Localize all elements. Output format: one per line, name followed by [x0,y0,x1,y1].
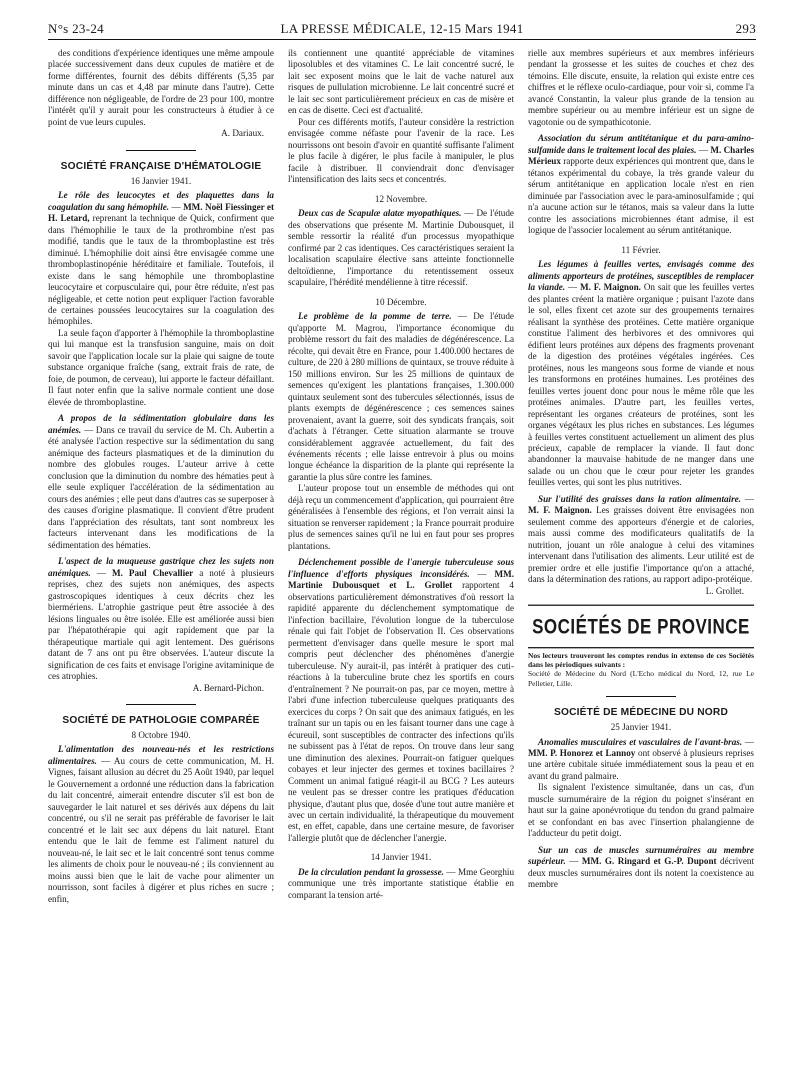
society-title: SOCIÉTÉ DE MÉDECINE DU NORD [553,707,729,719]
article-title: L'alimentation des nouveau-nés et les restrictions alimentaires. [48,744,274,766]
section-divider [126,704,196,705]
article-title: Les légumes à feuilles vertes, envisagés comme des aliments apporteurs de protéines, susceptibles de remplacer la viande. [528,259,754,293]
article: L'alimentation des nouveau-nés et les restrictions alimentaires. — Au cours de cette communication, M. H. Vignes, faisant allusion au décret du 25 Août 1940, par lequel le Gouvernement a ordonné une réduction dans la fabrication du lait concentré, aimerait entendre discuter s'il est bon de sauvegarder le lait naturel et ses dérivés aux dépens du lait concentré, ou s'il ne serait pas préférable de favoriser le lait concentré et le lait sec aux dépens du lait naturel. Etant entendu que le lait de femme est l'aliment naturel du nouveau-né, le lait sec et le lait concentré sont tenus comme les aliments de choix pour le nouveau-né ; ils conviennent au moins aussi bien que le lait de vache pour alimenter un nourrisson, sont faciles à digérer et plus riches en sucre ; enfin, [48,744,274,904]
article: Association du sérum antitétanique et du para-amino-sulfamide dans le traitement local des plaies. — M. Charles Mérieux rapporte deux expériences qui montrent que, dans le tétanos expérimental du cobaye, la très grande valeur du sérum antitétanique en application locale n'est en rien diminuée par l'association avec le para-aminosulfamide ; qui n'a aucune action sur le tétanos, mais sa valeur dans la lutte contre les associations microbiennes étant admise, il est logique de l'associer localement au sérum antitétanique. [528,133,754,236]
column-2 [288,48,514,1076]
session-date: 12 Novembre. [374,193,428,204]
article-text: rapporte deux expériences qui montrent que, dans le tétanos expérimental du cobaye, la très grande valeur du sérum antitétanique en application locale n'est en rien diminuée par l'association avec le para-aminosulfamide ; qui n'a aucune action sur le tétanos, mais sa valeur dans la lutte contre les associations microbiennes étant admise, il est logique de l'associer localement au sérum antitétanique. [528,156,754,236]
session-date: 10 Décembre. [375,296,427,307]
author-signature: A. Dariaux. [221,128,264,139]
paragraph: ils contiennent une quantité appréciable de vitamines liposolubles et des vitamines C. Le lait concentré sucré, le lait sec exposent moins que le lait de vache naturel aux risques de pullulation microbienne. Le lait concentré sucré et le lait sec sont particulièrement précieux en cas de misère et en cas de disette. Ceci est d'actualité. [288,48,514,116]
article-authors: MM. G. Ringard et G.-P. Dupont [581,856,717,867]
article-text: a noté à plusieurs reprises, chez des sujets non anémiques, des aspects gastroscopiques identiques à ceux décrits chez les biermériens. L'atrophie gastrique peut être associée à des lésions linguales ou être isolée. Elle est améliorée aussi bien par l'hépatothérapie qui agit rapidement que par la thérapeutique martiale qui agit lentement. Des guérisons datant de 7 ans ont pu être observées. L'auteur discute la signification de ces faits et envisage l'origine avitaminique de ces atrophies. [48,567,274,682]
paragraph: Ils signalent l'existence simultanée, dans un cas, d'un muscle surnuméraire de la région du poignet s'insérant en haut sur la gaine aponévrotique du tendon du grand palmaire et se confondant en bas avec l'insertion phalangienne de l'adducteur du petit doigt. [528,782,754,839]
session-date: 8 Octobre 1940. [131,729,191,740]
header-rule [48,39,756,40]
session-date: 25 Janvier 1941. [610,722,672,733]
article: Sur un cas de muscles surnuméraires au membre supérieur. — MM. G. Ringard et G.-P. Dupont décrivent deux muscles surnuméraires dont ils notent la coexistence au membre [528,844,754,890]
article-title: Déclenchement possible de l'anergie tuberculeuse sous l'influence d'efforts physiques inconsidérés. [288,557,514,579]
society-title: SOCIÉTÉ FRANÇAISE D'HÉMATOLOGIE [60,160,262,172]
session-date: 14 Janvier 1941. [370,852,432,863]
article-title: Le problème de la pomme de terre. [298,311,452,322]
article: Deux cas de Scapulæ alatæ myopathiques. — De l'étude des observations que présente M. Martinie Dubousquet, il semble ressortir la réalité d'un processus myopathique confirmé par 2 cas identiques. Ces caractéristiques seraient la localisation scapulaire élective sans atteinte fonctionnelle deltoïdienne, l'importance du retentissement osseux scapulaire, l'hérédité mendélienne à titre récessif. [288,208,514,288]
journal-title: LA PRESSE MÉDICALE, 12-15 Mars 1941 [280,21,524,36]
session-date: 16 Janvier 1941. [130,175,192,186]
article: Le rôle des leucocytes et des plaquettes dans la coagulation du sang hémophile. — MM. Noël Fiessinger et H. Letard, reprenant la technique de Quick, confirment que dans l'hémophilie le taux de la prothrombine n'est pas modifié, tandis que le taux de la thromboplastine est très diminué. L'hémophilie doit ainsi être envisagée comme une thromboplastinopénie héréditaire et familiale. Toutefois, il existe dans le sang hémophile une thromboplastine leucocytaire et corpusculaire qui, pour être réduite, n'est pas négligeable, et cette notion peut expliquer l'action favorable de certaines poussées leucocytaires sur la coagulation des hémophiles. [48,190,274,327]
article-title: Deux cas de Scapulæ alatæ myopathiques. [298,208,462,219]
article-title: Le rôle des leucocytes et des plaquettes dans la coagulation du sang hémophile. [48,190,274,212]
page-header [48,19,756,39]
article-text: Dans ce travail du service de M. Ch. Aubertin a été analysée l'action respective sur la sédimentation du sang anémique des facteurs plasmatiques et de la diminution du nombre des globules rouges. L'auteur arrive à cette conclusion que la diminution du nombre des hématies peut à elle seule expliquer l'accélération de la sédimentation au cours des anémies ; elle peut dans d'autres cas se superposer à des causes d'origine plasmatique. Il convient d'être prudent dans l'appréciation des résultats, tant sont nombreux les facteurs intervenant dans les modifications de la sédimentation des hématies. [48,424,274,550]
notice-periodical: Société de Médecine du Nord (L'Echo médical du Nord, 12, rue Le Pelletier, Lille. [528,669,754,688]
article: Sur l'utilité des graisses dans la ration alimentaire. — M. F. Maignon. Les graisses doivent être envisagées non seulement comme des apporteurs d'énergie et de calories, mais aussi comme des modificateurs qualitatifs de la nutrition, jouant un rôle analogue à celui des vitamines intervenant dans l'utilisation des aliments. Leur utilité est de premier ordre et elle justifie l'importance qu'on a attaché, dans la détermination des rations, au rapport adipo-protéique. [528,493,754,585]
paragraph: rielle aux membres supérieurs et aux membres inférieurs pendant la grossesse et les suites de couches et chez des témoins. Elle discute, ensuite, la relation qui existe entre ces chiffres et le réflexe oculo-cardiaque, pour voir si, comme l'a avancé Constantin, la valeur plus grande de la tension au membre supérieur ou au membre inférieur est un signe de vagotonie ou de sympathicotonie. [528,48,754,127]
article-text: De l'étude des observations que présente M. Martinie Dubousquet, il semble ressortir la réalité d'un processus myopathique confirmé par 2 cas identiques. Ces caractéristiques seraient la localisation scapulaire élective sans atteinte fonctionnelle deltoïdienne, l'importance du retentissement osseux scapulaire, l'hérédité mendélienne à titre récessif. [288,208,514,288]
article-title: De la circulation pendant la grossesse. [298,866,444,877]
paragraph: des conditions d'expérience identiques une même ampoule placée successivement dans deux cupules de matière et de forme différentes, fournit des débits différents (5,35 par minute dans un cas et 4,48 par minute dans l'autre). Cette différence non négligeable, de l'ordre de 23 pour 100, montre l'intérêt qu'il y aurait pour les constructeurs à étudier à ce point de vue leurs cupules. [48,48,274,127]
article: De la circulation pendant la grossesse. — Mme Georghiu communique une très importante statistique établie en comparant la tension arté- [288,866,514,900]
section-heading: SOCIÉTÉS DE PROVINCE [528,605,754,649]
article-text: Mme Georghiu communique une très importante statistique établie en comparant la tension arté- [288,866,514,900]
article-authors: MM. Martinie Dubousquet et L. Grollet [288,568,514,591]
issue-number: N°s 23-24 [48,21,104,36]
article-text: décrivent deux muscles surnuméraires dont ils notent la coexistence au membre [528,856,754,890]
article-authors: M. Charles Mérieux [528,144,754,167]
column-1 [48,48,274,1076]
notice [528,651,754,689]
page-number: 293 [735,21,756,36]
article-text: rapportent 4 observations particulièrement démonstratives d'où ressort la rapidité apparente du déclenchement symptomatique de l'infection bacillaire, l'évolution longue de la tuberculose rénale qui fait l'objet de l'observation II. Ces observations permettent d'envisager dans quelle mesure le sport mal compris peut déclencher des phénomènes d'anergie tuberculeuse. N'y aurait-il, pas intérêt à pratiquer des cuti-réactions à la tuberculine brute chez les sportifs en cours d'entraînement ? Ne pourrait-on pas, par ce moyen, mettre à l'abri d'une infection tuberculeuse quelques pratiquants des exercices du corps ? On sait que des animaux fatigués, en les traînant sur un tapis ou en les faisant tourner dans une cage à écureuil, sont susceptibles de contracter des infections qu'ils ne subissent pas à l'état de repos. On trouve dans leur sang une diminution des alexines. Pourrait-on fatiguer quelques cobayes et leur injecter des germes et toxines bacillaires ? Comment un animal fatigué réagit-il au BCG ? Les auteurs ne veulent pas se dresser contre les pratiques d'éducation physique, d'autant plus que, dosée d'une tout autre manière et avec un certain individualité, la thérapeutique du mouvement est, en effet, capable, dans une certaine mesure, de favoriser l'allergie plutôt que de déclencher l'anergie. [288,580,514,843]
article: Les légumes à feuilles vertes, envisagés comme des aliments apporteurs de protéines, susceptibles de remplacer la viande. — M. F. Maignon. On sait que les feuilles vertes des plantes créent la matière organique ; puisant l'azote dans le sol, elles fixent cet azote sur des groupements ternaires réalisant la synthèse des protéines. Cette matière organique constitue l'aliment des herbivores et des omnivores qui édifient leurs protéines aux dépens des fragments provenant de la digestion des protéines végétales ingérées. Ces protéines, nous les mangeons sous forme de viande et nous les transformons en protéines humaines. Les protéines des feuilles vertes jouent donc pour nous le même rôle que les protéines animales. D'autre part, les feuilles vertes, représentant les organes créateurs de protéines, sont les organes végétaux les plus riches en substances. Les légumes à feuilles vertes constituent actuellement un aliment des plus précieux, capable de remplacer la viande. Il faut donc abandonner la mauvaise habitude de ne manger dans une salade ou un chou que le cœur pour rejeter les grandes feuilles vertes, qui sont les plus nutritives. [528,259,754,488]
article-title: A propos de la sédimentation globulaire dans les anémies. [48,413,274,435]
author-signature: A. Bernard-Pichon. [192,682,264,693]
article-text: reprenant la technique de Quick, confirment que dans l'hémophilie le taux de la prothrombine n'est pas modifié, tandis que le taux de la thromboplastine est très diminué. L'hémophilie doit ainsi être envisagée comme une thromboplastinopénie héréditaire et familiale. Toutefois, il existe dans le sang hémophile une thromboplastine leucocytaire et corpusculaire qui, pour être réduite, n'est pas négligeable, et cette notion peut expliquer l'action favorable de certaines poussées leucocytaires sur la coagulation des hémophiles. [48,213,274,327]
article: A propos de la sédimentation globulaire dans les anémies. — Dans ce travail du service de M. Ch. Aubertin a été analysée l'action respective sur la sédimentation du sang anémique des facteurs plasmatiques et de la diminution du nombre des globules rouges. L'auteur arrive à cette conclusion que la diminution du nombre des hématies peut à elle seule expliquer l'accélération de la sédimentation au cours des anémies ; elle peut dans d'autres cas se superposer à des causes d'origine plasmatique. Il convient d'être prudent dans l'appréciation des résultats, tant sont nombreux les facteurs intervenant dans les modifications de la sédimentation des hématies. [48,413,274,550]
section-divider [606,696,676,697]
paragraph: Pour ces différents motifs, l'auteur considère la restriction envisagée comme néfaste pour l'avenir de la race. Les nourrissons ont besoin d'avoir en quantité suffisante l'aliment le plus facile à digérer, le plus facile à manipuler, le plus facile à distribuer. Il conviendrait donc d'envisager l'intensification des laits secs et concentrés. [288,116,514,185]
article-title: Sur un cas de muscles surnuméraires au membre supérieur. [528,844,754,867]
article-text: De l'étude qu'apporte M. Magrou, l'importance économique du problème ressort du fait des maladies de dégénérescence. La récolte, qui devait être en France, pour 1.400.000 hectares de culture, de 220 à 280 millions de quintaux, se trouve réduite à 150 millions environ. Sur les 25 millions de quintaux de semences qu'exigent les plantations françaises, 1.300.000 quintaux seulement sont des tubercules sélectionnés, issus de plants exempts de dégénérescence ; ces semences saines provenaient, avant la guerre, soit des syndicats français, soit d'achats à l'étranger. Cette situation alarmante se trouve considérablement aggravée actuellement, du fait des événements récents ; elle laisse entrevoir à plus ou moins longue échéance la disparition de la plante qui représente la garantie la plus sûre contre les famines. [288,311,514,482]
article-text: ont observé à plusieurs reprises une artère cubitale située immédiatement sous la peau et en avant du grand palmaire. [528,748,754,781]
article-title: L'aspect de la muqueuse gastrique chez les sujets non anémiques. [48,556,274,578]
article-authors: M. F. Maignon. [528,505,592,516]
notice-text: Nos lecteurs trouveront les comptes rendus in extenso de ces Sociétés dans les périodiques suivants : [528,650,754,670]
article-title: Sur l'utilité des graisses dans la ration alimentaire. [538,493,741,504]
article: Déclenchement possible de l'anergie tuberculeuse sous l'influence d'efforts physiques inconsidérés. — MM. Martinie Dubousquet et L. Grollet rapportent 4 observations particulièrement démonstratives d'où ressort la rapidité apparente du déclenchement symptomatique de l'infection bacillaire, l'évolution longue de la tuberculose rénale qui fait l'objet de l'observation II. Ces observations permettent d'envisager dans quelle mesure le sport mal compris peut déclencher des phénomènes d'anergie tuberculeuse. N'y aurait-il, pas intérêt à pratiquer des cuti-réactions à la tuberculine brute chez les sportifs en cours d'entraînement ? Ne pourrait-on pas, par ce moyen, mettre à l'abri d'une infection tuberculeuse quelques pratiquants des exercices du corps ? On sait que des animaux fatigués, en les traînant sur un tapis ou en les faisant tourner dans une cage à écureuil, sont susceptibles de contracter des infections qu'ils ne subissent pas à l'état de repos. On trouve dans leur sang une diminution des alexines. Pourrait-on fatiguer quelques cobayes et leur injecter des germes et toxines bacillaires ? Comment un animal fatigué réagit-il au BCG ? Les auteurs ne veulent pas se dresser contre les pratiques d'éducation physique, d'autant plus que, dosée d'une tout autre manière et avec un certain individualité, la thérapeutique du mouvement est, en effet, capable, dans une certaine mesure, de favoriser l'allergie plutôt que de déclencher l'anergie. [288,557,514,843]
article-authors: MM. P. Honorez et Lannoy [528,748,636,758]
column-3 [528,48,754,1076]
article-title: Association du sérum antitétanique et du para-amino-sulfamide dans le traitement local des plaies. [528,133,754,155]
society-title: SOCIÉTÉ DE PATHOLOGIE COMPARÉE [62,714,260,726]
article-authors: M. F. Maignon. [579,282,641,293]
article-authors: M. Paul Chevallier [112,567,194,578]
section-divider [126,150,196,151]
paragraph: L'auteur propose tout un ensemble de méthodes qui ont déjà reçu un commencement d'application, qui pourraient être généralisées à l'ensemble des régions, et l'on verrait ainsi la situation se renverser rapidement ; la France pourrait produire plus de semences saines qu'il ne lui en faut pour ses propres plantations. [288,483,514,551]
article: L'aspect de la muqueuse gastrique chez les sujets non anémiques. — M. Paul Chevallier a noté à plusieurs reprises, chez des sujets non anémiques, des aspects gastroscopiques identiques à ceux décrits chez les biermériens. L'atrophie gastrique peut être associée à des lésions linguales ou être isolée. Elle est améliorée aussi bien par l'hépatothérapie qui agit rapidement que par la thérapeutique martiale qui agit lentement. Des guérisons datant de 7 ans ont pu être observées. L'auteur discute la signification de ces faits et envisage l'origine avitaminique de ces atrophies. [48,556,274,682]
article: Le problème de la pomme de terre. — De l'étude qu'apporte M. Magrou, l'importance économique du problème ressort du fait des maladies de dégénérescence. La récolte, qui devait être en France, pour 1.400.000 hectares de culture, de 220 à 280 millions de quintaux, se trouve réduite à 150 millions environ. Sur les 25 millions de quintaux de semences qu'exigent les plantations françaises, 1.300.000 quintaux seulement sont des tubercules sélectionnés, issus de plants exempts de dégénérescence ; ces semences saines provenaient, avant la guerre, soit des syndicats français, soit d'achats à l'étranger. Cette situation alarmante se trouve considérablement aggravée actuellement, du fait des événements récents ; elle laisse entrevoir à plus ou moins longue échéance la disparition de la plante qui représente la garantie la plus sûre contre les famines. [288,311,514,482]
article-title: Anomalies musculaires et vasculaires de l'avant-bras. [538,736,743,747]
paragraph: La seule façon d'apporter à l'hémophile la thromboplastine qui lui manque est la transfusion sanguine, mais on doit savoir que l'application locale sur la plaie qui saigne de toute substance organique fraîche (sang, extrait frais de rate, de foie, de poumon, de cerveau), lui apporte le facteur défaillant. Il faut noter enfin que la salive normale contient une dose élevée de thromboplastine. [48,327,274,407]
article-text: On sait que les feuilles vertes des plantes créent la matière organique ; puisant l'azote dans le sol, elles fixent cet azote sur des groupements ternaires réalisant la synthèse des protéines. Cette matière organique constitue l'aliment des herbivores et des omnivores qui édifient leurs protéines aux dépens des fragments provenant de la digestion des protéines végétales ingérées. Ces protéines, nous les mangeons sous forme de viande et nous les transformons en protéines humaines. Les protéines des feuilles vertes jouent donc pour nous le même rôle que les protéines animales. D'autre part, les feuilles vertes, représentant les organes créateurs de protéines, sont les organes végétaux les plus riches en substances. Les légumes à feuilles vertes constituent actuellement un aliment des plus précieux, capable de remplacer la viande. Il faut donc abandonner la mauvaise habitude de ne manger dans une salade ou un chou que le cœur pour rejeter les grandes feuilles vertes, qui sont les plus nutritives. [528,282,754,488]
article: Anomalies musculaires et vasculaires de l'avant-bras. — MM. P. Honorez et Lannoy ont observé à plusieurs reprises une artère cubitale située immédiatement sous la peau et en avant du grand palmaire. [528,736,754,781]
session-date: 11 Février. [621,244,661,255]
article-authors: MM. Noël Fiessinger et H. Letard, [48,201,274,224]
author-signature: L. Grollet. [705,585,744,596]
article-text: Les graisses doivent être envisagées non seulement comme des apporteurs d'énergie et de calories, mais aussi comme des modificateurs qualitatifs de la nutrition, jouant un rôle analogue à celui des vitamines intervenant dans l'utilisation des aliments. Leur utilité est de premier ordre et elle justifie l'importance qu'on a attaché, dans la détermination des rations, au rapport adipo-protéique. [528,505,754,585]
article-text: Au cours de cette communication, M. H. Vignes, faisant allusion au décret du 25 Août 1940, par lequel le Gouvernement a ordonné une réduction dans la fabrication du lait concentré, aimerait entendre discuter s'il est bon de sauvegarder le lait naturel et ses dérivés aux dépens du lait concentré, ou s'il ne serait pas préférable de favoriser le lait concentré et le lait sec aux dépens du lait naturel. Etant entendu que le lait de femme est l'aliment naturel du nouveau-né, le lait sec et le lait concentré sont tenus comme les aliments de choix pour le nouveau-né ; ils conviennent au moins aussi bien que le lait de vache pour alimenter un nourrisson, sont faciles à digérer et plus riches en sucre ; enfin, [48,755,274,904]
